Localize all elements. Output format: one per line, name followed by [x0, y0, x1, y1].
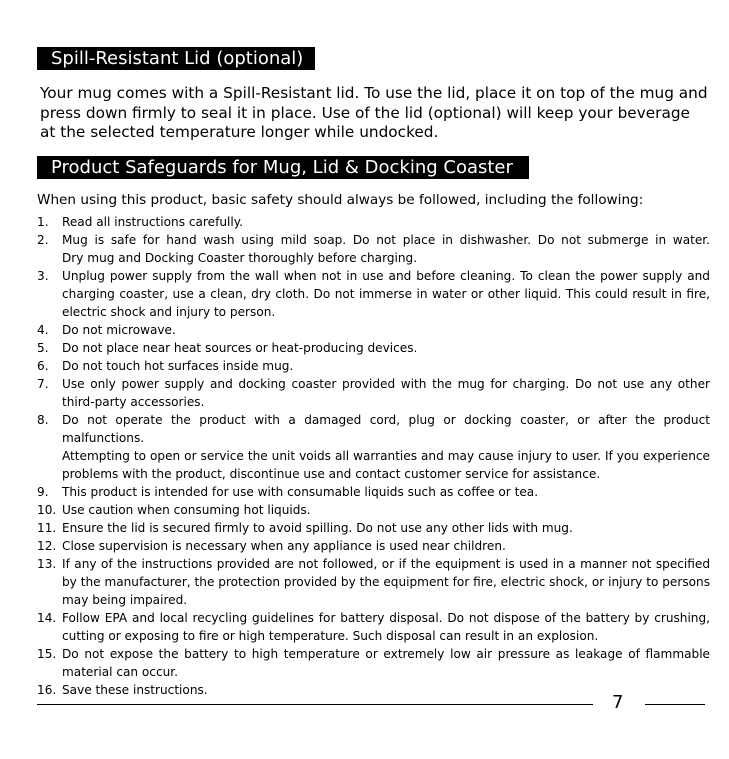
page-number: 7	[612, 692, 624, 713]
safeguard-item-number: 13.	[37, 557, 57, 571]
safeguard-item-line: Do not place near heat sources or heat-producing devices.	[62, 341, 418, 355]
safeguard-item	[37, 681, 710, 699]
safeguard-item-number: 16.	[37, 683, 57, 697]
safeguard-item	[37, 483, 710, 501]
safeguard-item-line: material can occur.	[62, 665, 178, 679]
safeguard-item-text	[62, 555, 710, 609]
safeguard-item-text	[62, 321, 710, 339]
safeguard-item-line: third-party accessories.	[62, 395, 205, 409]
safeguard-item-text	[62, 645, 710, 681]
safeguard-item-number: 3.	[37, 269, 49, 283]
safeguard-item-text	[62, 501, 710, 519]
safeguards-intro: When using this product, basic safety should always be followed, including the following:	[37, 192, 644, 208]
safeguard-item-line: Ensure the lid is secured firmly to avoid spilling. Do not use any other lids with mug.	[62, 521, 573, 535]
safeguard-item-text	[62, 411, 710, 483]
safeguard-item-number: 8.	[37, 413, 49, 427]
safeguard-item-number: 9.	[37, 485, 49, 499]
safeguard-item-line: Dry mug and Docking Coaster thoroughly before charging.	[62, 251, 418, 265]
safeguard-item-line: by the manufacturer, the protection provided by the equipment for fire, electric shock, or injury to persons	[62, 575, 710, 589]
safeguard-item-number: 11.	[37, 521, 57, 535]
safeguard-item-text	[62, 339, 710, 357]
safeguard-item-line: Follow EPA and local recycling guidelines for battery disposal. Do not dispose of the battery by crushing,	[62, 611, 710, 625]
safeguard-item	[37, 645, 710, 681]
safeguard-item-line: Attempting to open or service the unit voids all warranties and may cause injury to user. If you experience	[62, 449, 710, 463]
safeguard-item-line: Use only power supply and docking coaster provided with the mug for charging. Do not use any other	[62, 377, 710, 391]
safeguard-item-text	[62, 519, 710, 537]
safeguard-item	[37, 411, 710, 483]
safeguard-item-number: 5.	[37, 341, 49, 355]
safeguard-item-text	[62, 537, 710, 555]
safeguard-item-text	[62, 231, 710, 267]
safeguard-item	[37, 339, 710, 357]
safeguard-item-line: Do not operate the product with a damaged cord, plug or docking coaster, or after the product malfunctions.	[62, 413, 710, 445]
safeguard-item-line: may being impaired.	[62, 593, 188, 607]
safeguard-item-text	[62, 213, 710, 231]
safeguard-item-line: Mug is safe for hand wash using mild soap. Do not place in dishwasher. Do not submerge in water.	[62, 233, 710, 247]
safeguard-item-number: 15.	[37, 647, 57, 661]
safeguard-item-line: cutting or exposing to fire or high temperature. Such disposal can result in an explosion.	[62, 629, 599, 643]
safeguard-item	[37, 537, 710, 555]
safeguard-item	[37, 501, 710, 519]
safeguard-item	[37, 519, 710, 537]
safeguard-item-line: Use caution when consuming hot liquids.	[62, 503, 311, 517]
safeguard-item	[37, 357, 710, 375]
footer-rule-left	[37, 704, 593, 705]
safeguard-item-line: This product is intended for use with consumable liquids such as coffee or tea.	[62, 485, 539, 499]
safeguard-item-line: Do not expose the battery to high temperature or extremely low air pressure as leakage of flammable	[62, 647, 710, 661]
safeguard-item-line: electric shock and injury to person.	[62, 305, 276, 319]
safeguard-item-number: 6.	[37, 359, 49, 373]
safeguard-item-number: 2.	[37, 233, 49, 247]
safeguard-item	[37, 321, 710, 339]
safeguard-item	[37, 267, 710, 321]
safeguard-item-line: Read all instructions carefully.	[62, 215, 243, 229]
safeguard-item-text	[62, 357, 710, 375]
safeguard-item-text	[62, 267, 710, 321]
safeguard-item-number: 4.	[37, 323, 49, 337]
safeguard-item-number: 1.	[37, 215, 49, 229]
section-heading-product-safeguards: Product Safeguards for Mug, Lid & Docking Coaster	[37, 156, 529, 179]
safeguard-item-text	[62, 483, 710, 501]
safeguard-item-number: 7.	[37, 377, 49, 391]
safeguard-item-number: 10.	[37, 503, 57, 517]
safeguard-item-line: charging coaster, use a clean, dry cloth. Do not immerse in water or other liquid. This could result in fire,	[62, 287, 710, 301]
safeguard-item-line: problems with the product, discontinue use and contact customer service for assistance.	[62, 467, 601, 481]
safeguard-item-text	[62, 609, 710, 645]
safeguards-list	[37, 213, 710, 699]
safeguard-item-line: If any of the instructions provided are not followed, or if the equipment is used in a manner not specified	[62, 557, 710, 571]
safeguard-item	[37, 213, 710, 231]
safeguard-item-line: Unplug power supply from the wall when not in use and before cleaning. To clean the power supply and	[62, 269, 710, 283]
safeguard-item-text	[62, 375, 710, 411]
safeguard-item-line: Do not touch hot surfaces inside mug.	[62, 359, 294, 373]
safeguard-item	[37, 231, 710, 267]
section-heading-spill-resistant-lid: Spill-Resistant Lid (optional)	[37, 47, 315, 70]
safeguard-item-line: Save these instructions.	[62, 683, 208, 697]
safeguard-item-number: 14.	[37, 611, 57, 625]
safeguard-item	[37, 375, 710, 411]
safeguard-item	[37, 609, 710, 645]
safeguard-item	[37, 555, 710, 609]
safeguard-item-number: 12.	[37, 539, 57, 553]
safeguard-item-line: Do not microwave.	[62, 323, 176, 337]
lid-instructions-paragraph: Your mug comes with a Spill-Resistant lid. To use the lid, place it on top of the mug and press down firmly to seal it in place. Use of the lid (optional) will keep your beverage at the selected temperature longer while undocked.	[40, 84, 708, 141]
safeguard-item-line: Close supervision is necessary when any appliance is used near children.	[62, 539, 506, 553]
footer-rule-right	[645, 704, 705, 705]
